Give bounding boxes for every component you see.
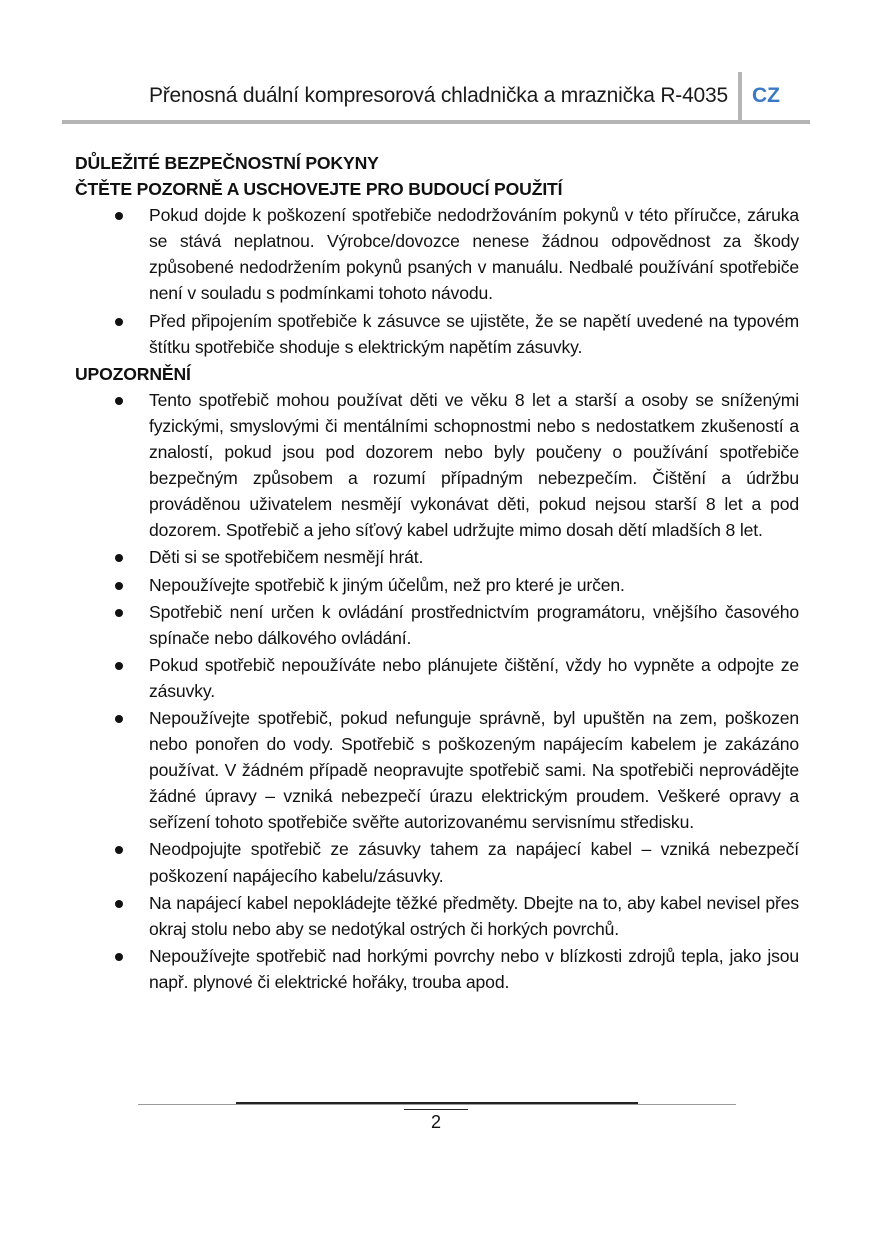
list-item <box>75 572 799 598</box>
list-item <box>75 943 799 995</box>
bullet-icon <box>115 953 123 961</box>
page-number-rule <box>404 1109 468 1110</box>
list-item <box>75 544 799 570</box>
bullet-icon <box>115 715 123 723</box>
heading-read-carefully: ČTĚTE POZORNĚ A USCHOVEJTE PRO BUDOUCÍ POUŽITÍ <box>75 179 563 200</box>
bullet-icon <box>115 662 123 670</box>
list-item-text: Děti si se spotřebičem nesmějí hrát. <box>149 547 424 568</box>
heading-warning: UPOZORNĚNÍ <box>75 363 191 384</box>
list-item-text: Spotřebič není určen k ovládání prostřednictvím programátoru, vnějšího časového spínače nebo dálkového ovládání. <box>149 601 799 648</box>
heading-safety-instructions: DŮLEŽITÉ BEZPEČNOSTNÍ POKYNY <box>75 153 379 173</box>
page-number: 2 <box>430 1112 441 1132</box>
bullet-icon <box>115 554 123 562</box>
list-item <box>75 705 799 835</box>
header-separator <box>738 72 742 122</box>
document-title: Přenosná duální kompresorová chladnička a mraznička R-4035 <box>148 84 728 107</box>
bullet-icon <box>115 397 123 405</box>
footer-rule <box>138 1104 736 1105</box>
list-item-text: Nepoužívejte spotřebič, pokud nefunguje správně, byl upuštěn na zem, poškozen nebo ponořen do vody. Spotřebič s poškozeným napájecím kabelem je zakázáno používat. V žádném případě neopravujte spotřebič sami. Na spotřebiči neprovádějte žádné úpravy – vzniká nebezpečí úrazu elektrickým proudem. Veškeré opravy a seřízení tohoto spotřebiče svěřte autorizovanému servisnímu středisku. <box>149 707 799 833</box>
list-item-text: Před připojením spotřebiče k zásuvce se ujistěte, že se napětí uvedené na typovém štítku spotřebiče shoduje s elektrickým napětím zásuvky. <box>149 310 799 357</box>
list-item-text: Nepoužívejte spotřebič k jiným účelům, než pro které je určen. <box>149 574 625 595</box>
safety-list <box>75 202 799 360</box>
list-item-text: Nepoužívejte spotřebič nad horkými povrchy nebo v blízkosti zdrojů tepla, jako jsou např. plynové či elektrické hořáky, trouba apod. <box>149 945 799 992</box>
list-item-text: Na napájecí kabel nepokládejte těžké předměty. Dbejte na to, aby kabel nevisel přes okraj stolu nebo aby se nedotýkal ostrých či horkých povrchů. <box>149 892 799 939</box>
bullet-icon <box>115 582 123 590</box>
warning-list <box>75 387 799 995</box>
bullet-icon <box>115 212 123 220</box>
header-rule <box>62 120 810 124</box>
list-item <box>75 202 799 306</box>
bullet-icon <box>115 318 123 326</box>
list-item <box>75 387 799 544</box>
list-item <box>75 652 799 704</box>
list-item <box>75 308 799 360</box>
footer-rule-dark <box>236 1102 638 1104</box>
list-item-text: Tento spotřebič mohou používat děti ve věku 8 let a starší a osoby se sníženými fyzickými, smyslovými či mentálními schopnostmi nebo s nedostatkem zkušeností a znalostí, pokud jsou pod dozorem nebo byly poučeny o používání spotřebiče bezpečným způsobem a rozumí případným nebezpečím. Čištění a údržbu prováděnou uživatelem nesmějí vykonávat děti, pokud nejsou starší 8 let a pod dozorem. Spotřebič a jeho síťový kabel udržujte mimo dosah dětí mladších 8 let. <box>149 389 799 541</box>
document-body <box>75 150 799 996</box>
bullet-icon <box>115 846 123 854</box>
page-header <box>62 72 810 124</box>
list-item-text: Pokud dojde k poškození spotřebiče nedodržováním pokynů v této příručce, záruka se stává neplatnou. Výrobce/dovozce nenese žádnou odpovědnost za škody způsobené nedodržením pokynů psaných v manuálu. Nedbalé používání spotřebiče není v souladu s podmínkami tohoto návodu. <box>149 205 799 304</box>
list-item <box>75 599 799 651</box>
bullet-icon <box>115 609 123 617</box>
list-item-text: Neodpojujte spotřebič ze zásuvky tahem za napájecí kabel – vzniká nebezpečí poškození napájecího kabelu/zásuvky. <box>149 839 799 886</box>
list-item <box>75 890 799 942</box>
language-code: CZ <box>752 84 780 107</box>
list-item-text: Pokud spotřebič nepoužíváte nebo plánujete čištění, vždy ho vypněte a odpojte ze zásuvky. <box>149 654 799 701</box>
bullet-icon <box>115 900 123 908</box>
list-item <box>75 836 799 888</box>
